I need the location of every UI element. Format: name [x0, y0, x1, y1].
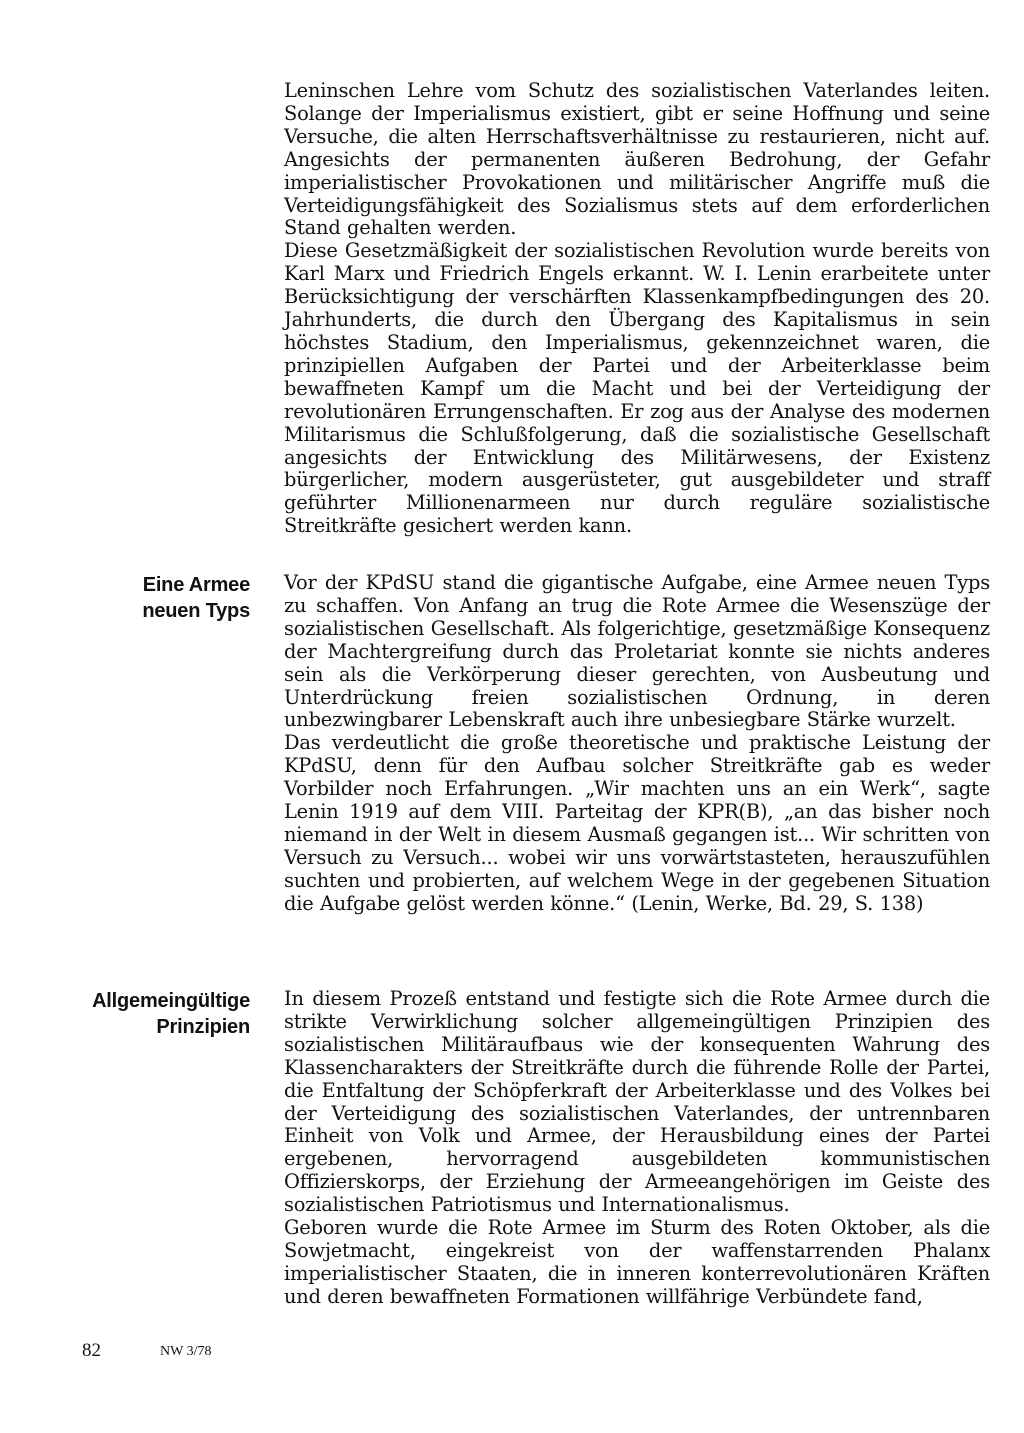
- prinzipien-paragraph-1: In diesem Prozeß entstand und festigte sich die Rote Armee durch die strikte Verwirklichung solcher allgemeingültigen Prinzipien des sozialistischen Militäraufbaus wie der konsequenten Wahrung des Klassencharakters der Streitkräfte durch die führende Rolle der Partei, die Entfaltung der Schöpferkraft der Arbeiterklasse und des Volkes bei der Verteidigung des sozialistischen Vaterlandes, der untrennbaren Einheit von Volk und Armee, der Herausbildung eines der Partei ergebenen, hervorragend ausgebildeten kommunistischen Offizierskorps, der Erziehung der Armeeangehörigen im Geiste des sozialistischen Patriotismus und Internationalismus.: [284, 987, 990, 1217]
- prinzipien-paragraph-2: Geboren wurde die Rote Armee im Sturm des Roten Oktober, als die Sowjetmacht, eingekreist von der waffenstarrenden Phalanx imperialistischer Staaten, die in inneren konterrevolutionären Kräften und deren bewaffneten Formationen willfährige Verbündete fand,: [284, 1216, 990, 1308]
- section-heading-armee-line-1: Eine Armee: [142, 574, 250, 596]
- armee-paragraph-1: Vor der KPdSU stand die gigantische Aufgabe, eine Armee neuen Typs zu schaffen. Von Anfang an trug die Rote Armee die Wesenszüge der sozialistischen Gesellschaft. Als folgerichtige, gesetzmäßige Konsequenz der Machtergreifung durch das Proletariat konnte sie nichts anderes sein als die Verkörperung dieser gerechten, von Ausbeutung und Unterdrückung freien sozialistischen Ordnung, in deren unbezwingbarer Lebenskraft auch ihre unbesiegbare Stärke wurzelt.: [284, 571, 990, 732]
- intro-body: [284, 80, 990, 538]
- page-number: 82: [82, 1340, 101, 1361]
- section-heading-prinzipien-line-2: Prinzipien: [156, 1016, 250, 1038]
- section-heading-prinzipien-line-1: Allgemeingültige: [92, 990, 250, 1012]
- armee-paragraph-2: Das verdeutlicht die große theoretische und praktische Leistung der KPdSU, denn für den Aufbau solcher Streitkräfte gab es weder Vorbilder noch Erfahrungen. „Wir machten uns an ein Werk“, sagte Lenin 1919 auf dem VIII. Parteitag der KPR(B), „an das bisher noch niemand in der Welt in diesem Ausmaß gegangen ist... Wir schritten von Versuch zu Versuch... wobei wir uns vorwärtstasteten, herauszufühlen suchten und probierten, auf welchem Wege in der gegebenen Situation die Aufgabe gelöst werden könne.“ (Lenin, Werke, Bd. 29, S. 138): [284, 731, 990, 915]
- intro-paragraph-1: Leninschen Lehre vom Schutz des sozialistischen Vaterlandes leiten. Solange der Imperialismus existiert, gibt er seine Hoffnung und seine Versuche, die alten Herrschaftsverhältnisse zu restaurieren, nicht auf. Angesichts der permanenten äußeren Bedrohung, der Gefahr imperialistischer Provokationen und militärischer Angriffe muß die Verteidigungsfähigkeit des Sozialismus stets auf dem erforderlichen Stand gehalten werden.: [284, 79, 990, 240]
- section-heading-prinzipien: [50, 988, 250, 1040]
- intro-paragraph-2: Diese Gesetzmäßigkeit der sozialistischen Revolution wurde bereits von Karl Marx und Friedrich Engels erkannt. W. I. Lenin erarbeitete unter Berücksichtigung der verschärften Klassenkampfbedingungen des 20. Jahrhunderts, die durch den Übergang des Kapitalismus in sein höchstes Stadium, den Imperialismus, gekennzeichnet waren, die prinzipiellen Aufgaben der Partei und der Arbeiterklasse beim bewaffneten Kampf um die Macht und bei der Verteidigung der revolutionären Errungenschaften. Er zog aus der Analyse des modernen Militarismus die Schlußfolgerung, daß die sozialistische Gesellschaft angesichts der Entwicklung des Militärwesens, der Existenz bürgerlicher, modern ausgerüsteter, gut ausgebildeter und straff geführter Millionenarmeen nur durch reguläre sozialistische Streitkräfte gesichert werden kann.: [284, 239, 990, 538]
- journal-reference: NW 3/78: [160, 1344, 212, 1359]
- section-armee-body: [284, 572, 990, 916]
- section-prinzipien-body: [284, 988, 990, 1309]
- section-heading-armee: [50, 572, 250, 624]
- section-heading-armee-line-2: neuen Typs: [142, 600, 250, 622]
